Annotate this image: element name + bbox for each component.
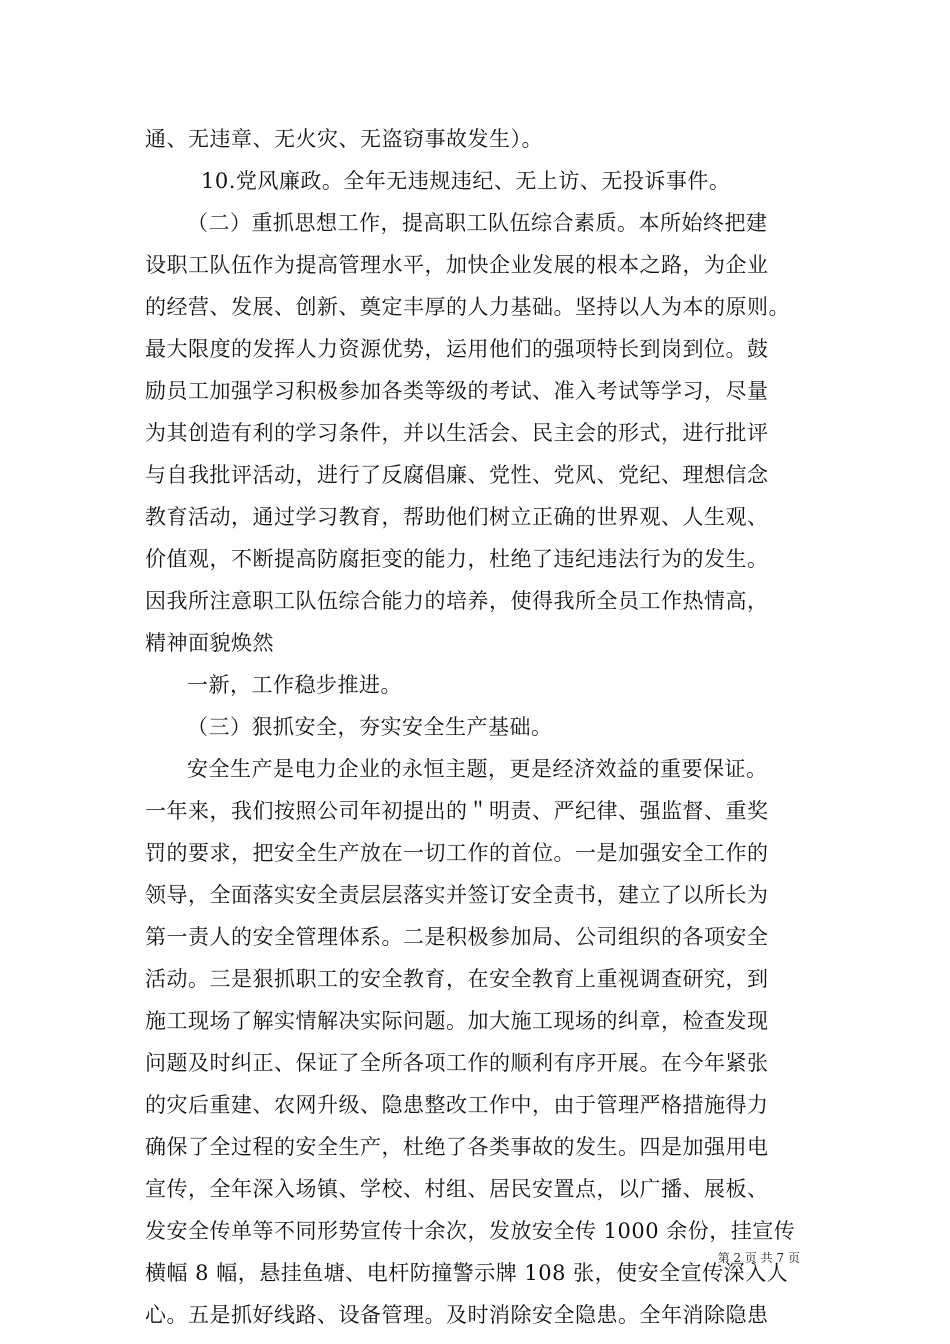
text-line: 发安全传单等不同形势宣传十余次，发放安全传 1000 余份，挂宣传	[145, 1219, 796, 1243]
text-line: 教育活动，通过学习教育，帮助他们树立正确的世界观、人生观、	[145, 505, 769, 529]
text-line: 设职工队伍作为提高管理水平，加快企业发展的根本之路，为企业	[145, 253, 769, 277]
text-line: 横幅 8 幅，悬挂鱼塘、电杆防撞警示牌 108 张，使安全宣传深入人	[145, 1261, 789, 1285]
text-line: 精神面貌焕然	[145, 631, 274, 655]
body-text	[145, 118, 825, 1336]
text-line: 因我所注意职工队伍综合能力的培养，使得我所全员工作热情高，	[145, 589, 769, 613]
text-line: （二）重抓思想工作，提高职工队伍综合素质。本所始终把建	[187, 211, 768, 235]
text-line: 励员工加强学习积极参加各类等级的考试、准入考试等学习，尽量	[145, 379, 769, 403]
text-line: 问题及时纠正、保证了全所各项工作的顺利有序开展。在今年紧张	[145, 1051, 769, 1075]
text-line: 的灾后重建、农网升级、隐患整改工作中，由于管理严格措施得力	[145, 1093, 769, 1117]
page-number: 第 2 页 共 7 页	[717, 1251, 800, 1265]
text-line: （三）狠抓安全，夯实安全生产基础。	[187, 715, 553, 739]
text-line: 心。五是抓好线路、设备管理。及时消除安全隐患。全年消除隐患	[145, 1303, 769, 1327]
text-line: 宣传，全年深入场镇、学校、村组、居民安置点，以广播、展板、	[145, 1177, 769, 1201]
text-line: 价值观，不断提高防腐拒变的能力，杜绝了违纪违法行为的发生。	[145, 547, 769, 571]
text-line: 通、无违章、无火灾、无盗窃事故发生）。	[145, 127, 543, 151]
text-line: 罚的要求，把安全生产放在一切工作的首位。一是加强安全工作的	[145, 841, 769, 865]
text-line: 确保了全过程的安全生产，杜绝了各类事故的发生。四是加强用电	[145, 1135, 769, 1159]
text-line: 最大限度的发挥人力资源优势，运用他们的强项特长到岗到位。鼓	[145, 337, 769, 361]
text-line: 一年来，我们按照公司年初提出的＂明责、严纪律、强监督、重奖	[145, 799, 769, 823]
text-line: 施工现场了解实情解决实际问题。加大施工现场的纠章，检查发现	[145, 1009, 769, 1033]
text-line: 活动。三是狠抓职工的安全教育，在安全教育上重视调查研究，到	[145, 967, 769, 991]
text-line: 的经营、发展、创新、奠定丰厚的人力基础。坚持以人为本的原则。	[145, 295, 790, 319]
text-line: 领导，全面落实安全责层层落实并签订安全责书，建立了以所长为	[145, 883, 769, 907]
text-line: 第一责人的安全管理体系。二是积极参加局、公司组织的各项安全	[145, 925, 769, 949]
text-line: 与自我批评活动，进行了反腐倡廉、党性、党风、党纪、理想信念	[145, 463, 769, 487]
text-line: 为其创造有利的学习条件，并以生活会、民主会的形式，进行批评	[145, 421, 769, 445]
text-line: 一新，工作稳步推进。	[187, 673, 402, 697]
text-line: 10.党风廉政。全年无违规违纪、无上访、无投诉事件。	[201, 169, 731, 193]
text-line: 安全生产是电力企业的永恒主题，更是经济效益的重要保证。	[187, 757, 768, 781]
